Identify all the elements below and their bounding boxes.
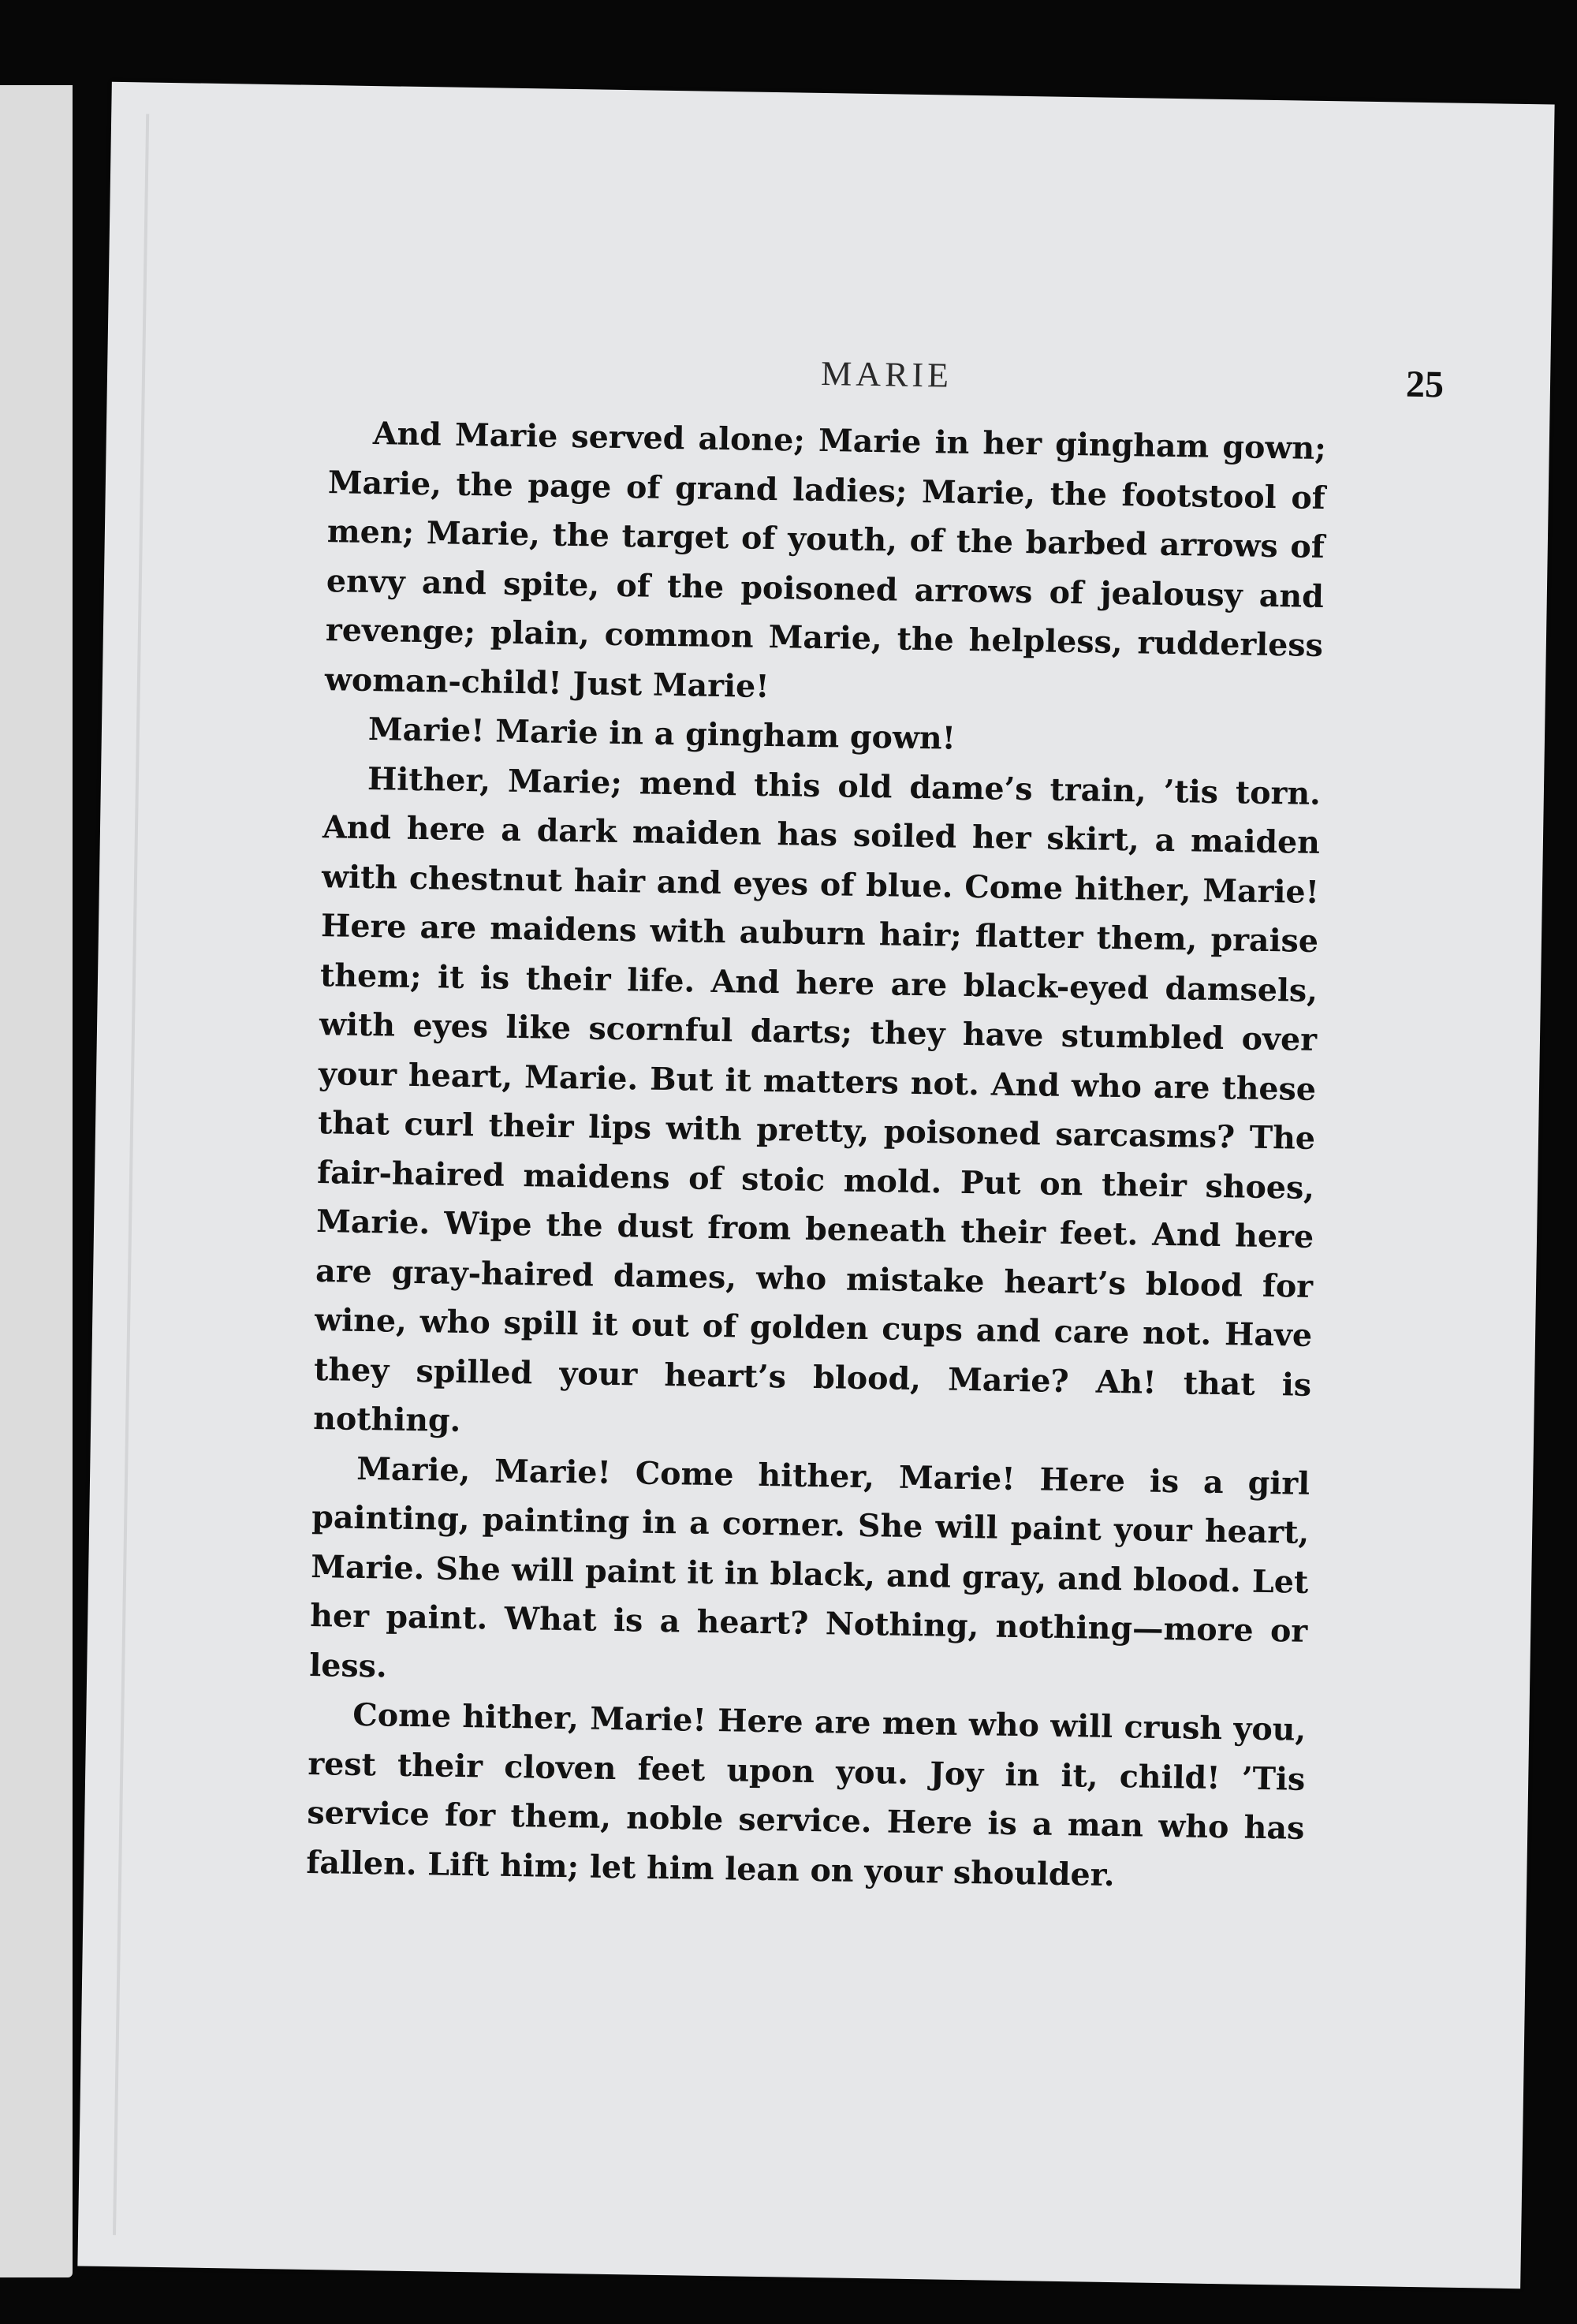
paragraph: Hither, Marie; mend this old dame’s train, ’tis torn. And here a dark maiden has soiled her skirt, a maiden with chestnut hair and eyes of blue. Come hither, Marie! Here are maidens with auburn hair; flatter them, praise them; it is their life. And here are black-eyed damsels, with eyes like scornful darts; they have stumbled over your heart, Marie. But it matters not. And who are these that curl their lips with pretty, poisoned sarcasms? The fair-haired maidens of stoic mold. Put on their shoes, Marie. Wipe the dust from beneath their feet. And here are gray-haired dames, who mistake heart’s blood for wine, who spill it out of golden cups and care not. Have they spilled your heart’s blood, Marie? Ah! that is nothing.	[312, 760, 1322, 1439]
page-number: 25	[1405, 363, 1445, 406]
paragraph: Marie, Marie! Come hither, Marie! Here is a girl painting, painting in a corner. She will paint your heart, Marie. She will paint it in black, and gray, and blood. Let her paint. What is a heart? Nothing, nothing—more or less.	[309, 1450, 1310, 1685]
running-title: MARIE	[820, 353, 953, 395]
page-gutter	[113, 114, 149, 2235]
running-head	[330, 345, 1445, 410]
body-text	[306, 408, 1326, 1903]
paragraph: And Marie served alone; Marie in her gingham gown; Marie, the page of grand ladies; Marie, the footstool of men; Marie, the target of youth, of the barbed arrows of envy and spite, of the poisoned arrows of jealousy and revenge; plain, common Marie, the helpless, rudderless woman-child! Just Marie!	[324, 416, 1327, 705]
book-page	[77, 82, 1554, 2289]
paragraph: Marie! Marie in a gingham gown!	[367, 711, 956, 757]
facing-page-edge	[0, 85, 73, 2277]
paragraph: Come hither, Marie! Here are men who will crush you, rest their cloven feet upon you. Joy in it, child! ’Tis service for them, noble service. Here is a man who has fallen. Lift him; let him lean on your shoulder.	[306, 1696, 1307, 1893]
